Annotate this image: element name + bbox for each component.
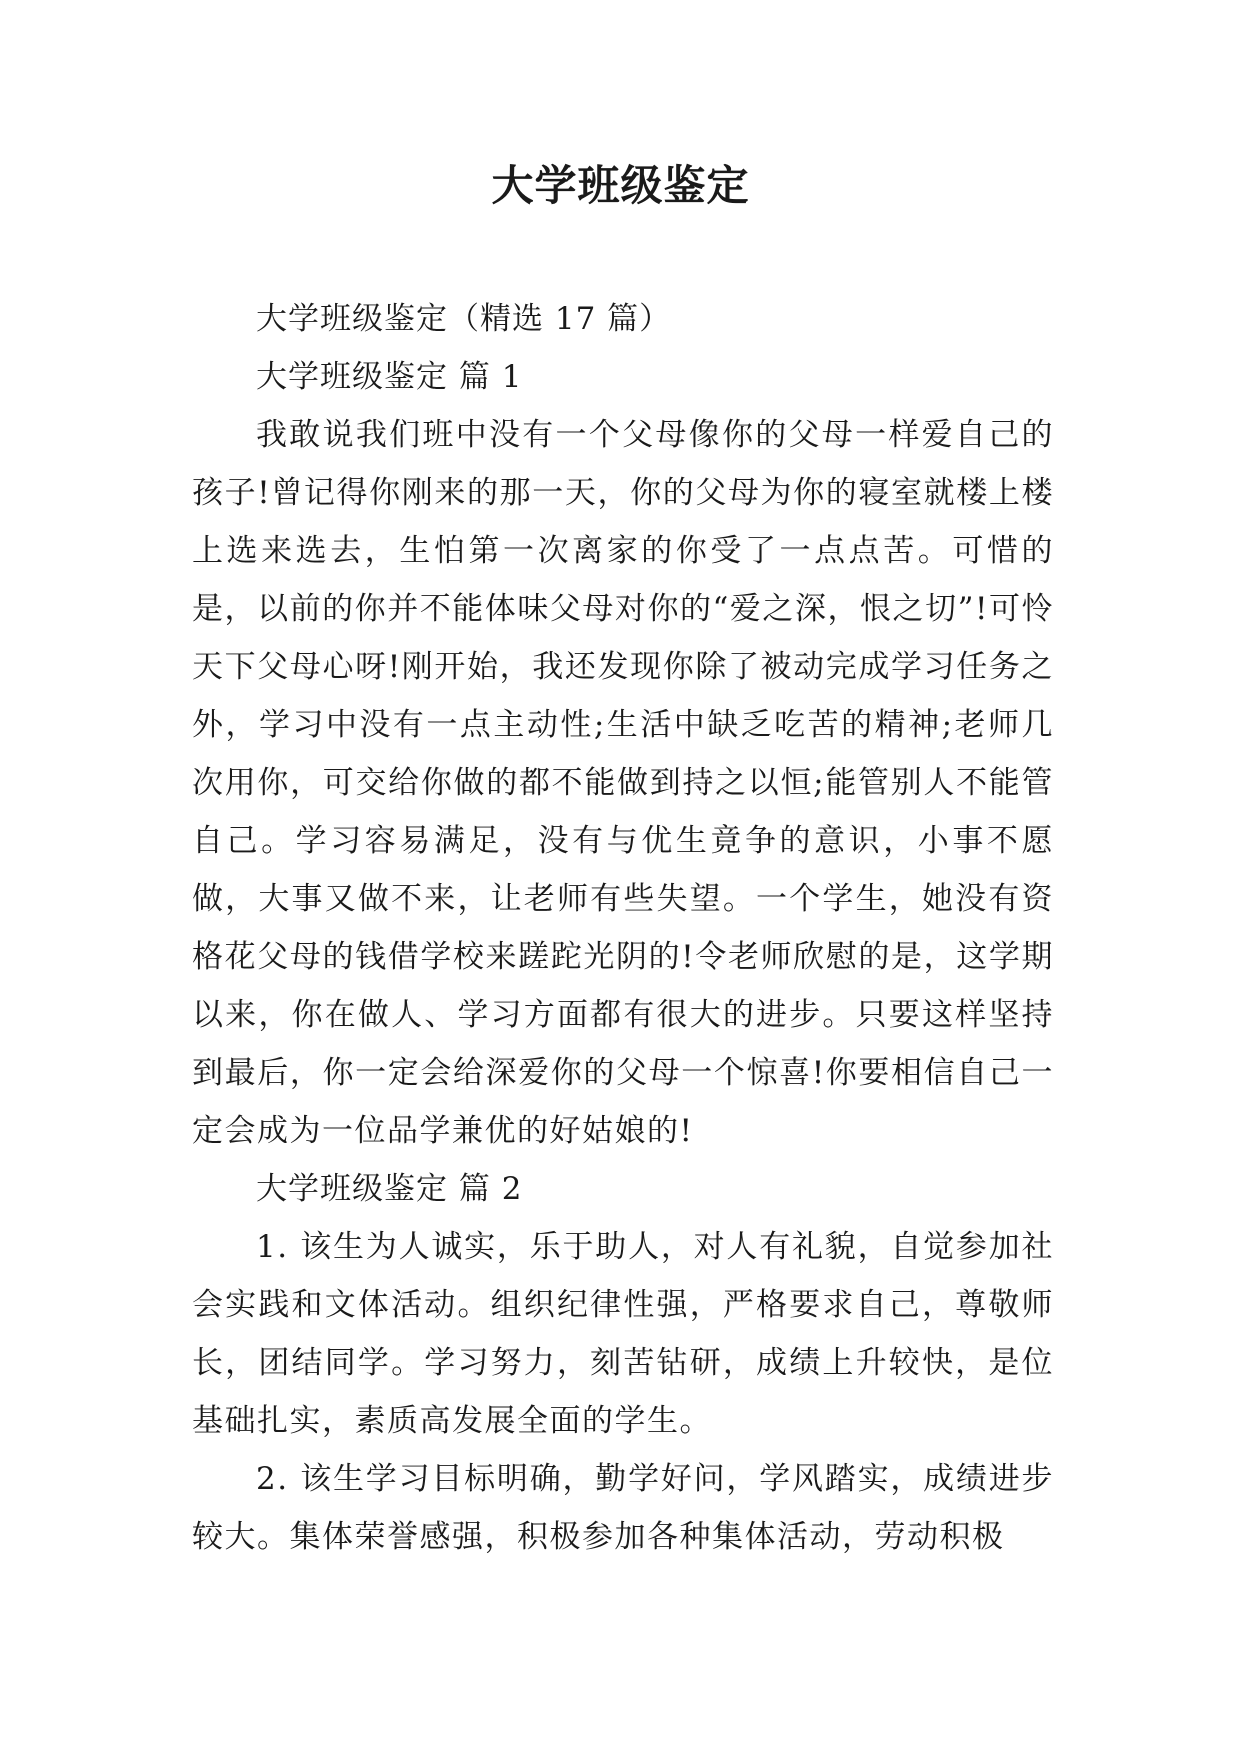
section-heading-2: 大学班级鉴定 篇 2: [256, 1171, 523, 1207]
body-paragraph: 我敢说我们班中没有一个父母像你的父母一样爱自己的孩子!曾记得你刚来的那一天，你的父母为你的寝室就楼上楼上选来选去，生怕第一次离家的你受了一点点苦。可惜的是，以前的你并不能体味父母对你的“爱之深，恨之切”!可怜天下父母心呀!刚开始，我还发现你除了被动完成学习任务之外，学习中没有一点主动性;生活中缺乏吃苦的精神;老师几次用你，可交给你做的都不能做到持之以恒;能管别人不能管自己。学习容易满足，没有与优生竟争的意识，小事不愿做，大事又做不来，让老师有些失望。一个学生，她没有资格花父母的钱借学校来蹉跎光阴的!令老师欣慰的是，这学期以来，你在做人、学习方面都有很大的进步。只要这样坚持到最后，你一定会给深爱你的父母一个惊喜!你要相信自己一定会成为一位品学兼优的好姑娘的!: [192, 417, 1054, 1149]
section-heading-1: 大学班级鉴定 篇 1: [256, 359, 523, 395]
body-paragraph: 2. 该生学习目标明确，勤学好问，学风踏实，成绩进步较大。集体荣誉感强，积极参加各种集体活动，劳动积极: [192, 1461, 1054, 1555]
document-body: [192, 290, 1054, 1566]
collection-heading: 大学班级鉴定（精选 17 篇）: [256, 301, 672, 337]
body-paragraph: 1. 该生为人诚实，乐于助人，对人有礼貌，自觉参加社会实践和文体活动。组织纪律性强，严格要求自己，尊敬师长，团结同学。学习努力，刻苦钻研，成绩上升较快，是位基础扎实，素质高发展全面的学生。: [192, 1229, 1054, 1439]
document-title: 大学班级鉴定: [491, 161, 750, 210]
